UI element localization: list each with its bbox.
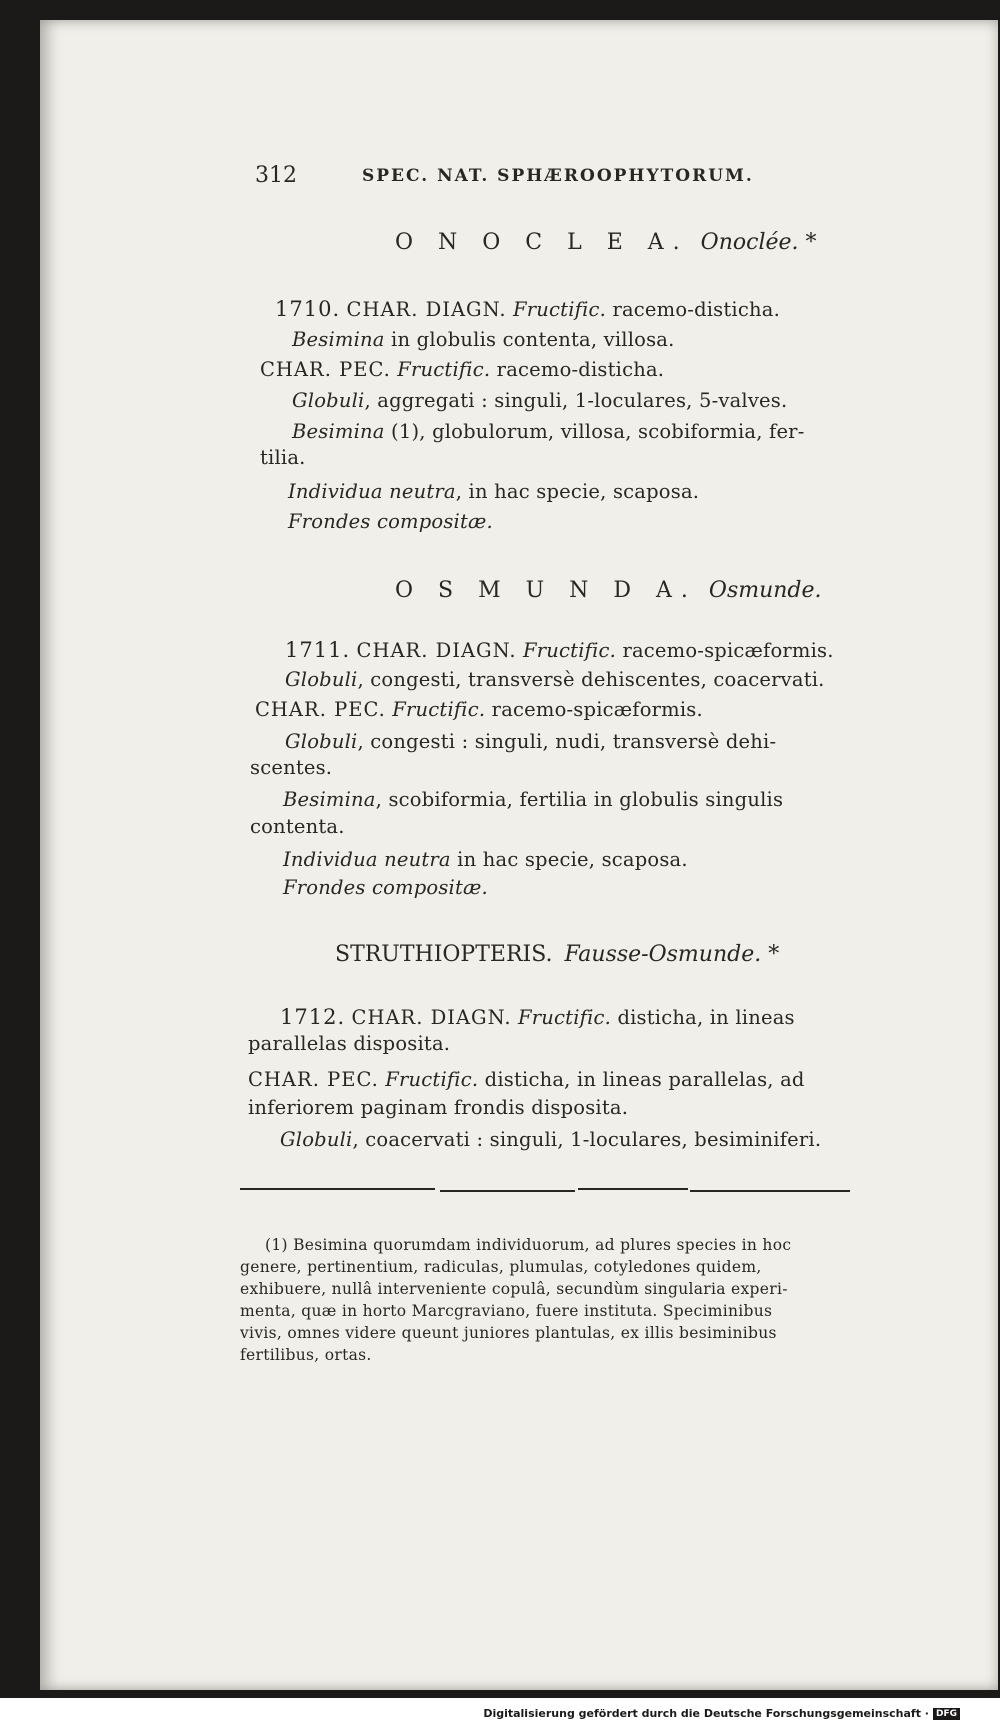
line-text: in hac specie, scaposa. <box>457 848 688 871</box>
text-line <box>288 510 493 533</box>
italic-term: Globuli <box>292 389 365 412</box>
text-line <box>283 788 783 811</box>
line-text: , scobiformia, fertilia in globulis singulis <box>375 788 784 811</box>
page-number: 312 <box>255 163 297 188</box>
text-line <box>292 389 787 412</box>
running-head-title: SPEC. NAT. SPHÆROOPHYTORUM. <box>362 166 754 186</box>
genus-name: O S M U N D A. <box>395 578 697 603</box>
line-text: inferiorem paginam frondis disposita. <box>248 1096 629 1119</box>
italic-term: Individua neutra <box>283 848 451 871</box>
credit-text: Digitalisierung gefördert durch die Deutsche Forschungsgemeinschaft · <box>483 1707 929 1720</box>
italic-term: Fructific. <box>523 639 617 662</box>
text-line <box>255 698 703 721</box>
entry-number: 1712. <box>280 1005 346 1029</box>
italic-term: Besimina <box>292 328 385 351</box>
italic-term: Fructific. <box>513 298 607 321</box>
line-text: disticha, in lineas <box>617 1006 795 1029</box>
text-line <box>250 815 345 838</box>
genus-heading-osmunda <box>395 578 822 603</box>
line-text: tilia. <box>260 446 306 469</box>
vernacular-name: Onoclée. <box>700 230 799 255</box>
text-line <box>288 480 699 503</box>
vernacular-name: Fausse-Osmunde. <box>564 942 762 967</box>
footnote-line: exhibuere, nullâ interveniente copulâ, secundùm singularia experi- <box>240 1280 788 1298</box>
line-text: parallelas disposita. <box>248 1032 451 1055</box>
genus-heading-onoclea <box>395 230 817 255</box>
line-text: racemo-disticha. <box>612 298 780 321</box>
text-line <box>283 876 488 899</box>
footnote-line: vivis, omnes videre queunt juniores plantulas, ex illis besiminibus <box>240 1324 777 1342</box>
line-text: , congesti : singuli, nudi, transversè dehi- <box>357 730 777 753</box>
italic-term: Fructific. <box>385 1068 479 1091</box>
italic-term: Fructific. <box>397 358 491 381</box>
char-label: CHAR. PEC. <box>255 698 386 721</box>
text-line <box>260 358 664 381</box>
text-line <box>248 1032 450 1055</box>
line-text: , in hac specie, scaposa. <box>455 480 700 503</box>
footnote-rule <box>240 1188 435 1190</box>
text-line <box>283 848 688 871</box>
italic-term: Besimina <box>292 420 385 443</box>
line-text: contenta. <box>250 815 345 838</box>
italic-term: Fructific. <box>518 1006 612 1029</box>
italic-term: Globuli <box>285 668 358 691</box>
footnote-rule <box>440 1190 575 1192</box>
char-label: CHAR. PEC. <box>260 358 391 381</box>
italic-term: Besimina <box>283 788 376 811</box>
footnote-line: fertilibus, ortas. <box>240 1346 372 1364</box>
line-text: , aggregati : singuli, 1-loculares, 5-valves. <box>364 389 788 412</box>
text-line <box>280 1005 795 1029</box>
footnote-rule <box>578 1188 688 1190</box>
italic-term: Globuli <box>280 1128 353 1151</box>
asterisk-mark: * <box>768 942 780 967</box>
vernacular-name: Osmunde. <box>708 578 822 603</box>
asterisk-mark: * <box>805 230 817 255</box>
italic-term: Individua neutra <box>288 480 456 503</box>
text-line <box>285 668 825 691</box>
text-line <box>248 1096 628 1119</box>
italic-term: Frondes compositæ. <box>288 510 493 533</box>
line-text: , congesti, transversè dehiscentes, coacervati. <box>357 668 825 691</box>
entry-number: 1711. <box>285 638 351 662</box>
text-line <box>275 297 780 321</box>
genus-name: O N O C L E A. <box>395 230 689 255</box>
text-line <box>280 1128 821 1151</box>
line-text: racemo-spicæformis. <box>622 639 834 662</box>
line-text: (1), globulorum, villosa, scobiformia, fer- <box>391 420 805 443</box>
line-text: racemo-spicæformis. <box>491 698 703 721</box>
text-line <box>250 756 332 779</box>
text-line <box>260 446 306 469</box>
italic-term: Fructific. <box>392 698 486 721</box>
entry-number: 1710. <box>275 297 341 321</box>
footnote-rule <box>690 1190 850 1192</box>
italic-term: Frondes compositæ. <box>283 876 488 899</box>
genus-name: STRUTHIOPTERIS. <box>335 942 553 967</box>
char-label: CHAR. DIAGN. <box>346 298 507 321</box>
char-label: CHAR. DIAGN. <box>351 1006 512 1029</box>
footnote-line: genere, pertinentium, radiculas, plumulas, cotyledones quidem, <box>240 1258 762 1276</box>
text-line <box>285 730 776 753</box>
char-label: CHAR. DIAGN. <box>356 639 517 662</box>
text-line <box>285 638 834 662</box>
footnote-line: menta, quæ in horto Marcgraviano, fuere instituta. Speciminibus <box>240 1302 773 1320</box>
digitization-credit <box>483 1707 960 1720</box>
line-text: scentes. <box>250 756 333 779</box>
text-line <box>292 328 675 351</box>
line-text: racemo-disticha. <box>496 358 665 381</box>
dfg-logo: DFG <box>933 1708 960 1720</box>
text-line <box>248 1068 805 1091</box>
genus-heading-struthiopteris <box>335 942 779 967</box>
line-text: disticha, in lineas parallelas, ad <box>484 1068 805 1091</box>
italic-term: Globuli <box>285 730 358 753</box>
text-line <box>292 420 805 443</box>
char-label: CHAR. PEC. <box>248 1068 379 1091</box>
footnote-line: (1) Besimina quorumdam individuorum, ad plures species in hoc <box>265 1236 792 1254</box>
line-text: in globulis contenta, villosa. <box>391 328 675 351</box>
line-text: , coacervati : singuli, 1-loculares, besiminiferi. <box>352 1128 822 1151</box>
